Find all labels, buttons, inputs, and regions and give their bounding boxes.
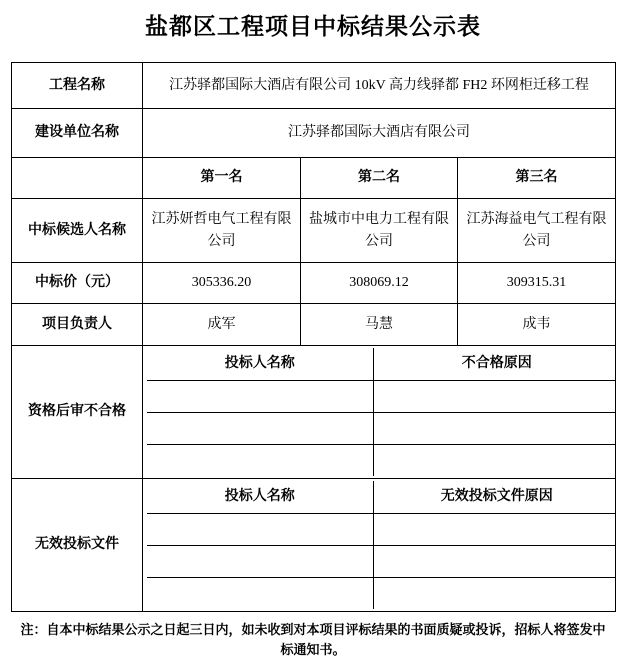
invalid-subtable	[147, 481, 616, 609]
invalid-reason-header: 无效投标文件原因	[373, 481, 616, 513]
invalid-subtable-header-row	[147, 481, 616, 513]
price-row	[12, 263, 616, 304]
invalid-reason-cell	[373, 513, 616, 545]
invalid-bidder-name-header: 投标人名称	[147, 481, 373, 513]
candidate-2: 盐城市中电力工程有限公司	[301, 199, 458, 263]
owner-value: 江苏驿都国际大酒店有限公司	[143, 109, 616, 158]
invalid-empty-row	[147, 577, 616, 609]
unqualified-bidder-name-header: 投标人名称	[147, 348, 373, 380]
unqualified-subtable-cell	[143, 346, 616, 479]
footnote-text: 注：自本中标结果公示之日起三日内，如未收到对本项目评标结果的书面质疑或投诉，招标人将签发中标通知书。	[20, 622, 606, 657]
rank-header-third: 第三名	[458, 158, 616, 199]
invalid-section-row	[12, 479, 616, 612]
unqualified-subtable	[147, 348, 616, 476]
unqualified-bidder-cell	[147, 380, 373, 412]
invalid-reason-cell	[373, 545, 616, 577]
unqualified-empty-row	[147, 380, 616, 412]
unqualified-bidder-cell	[147, 444, 373, 476]
rank-header-second: 第二名	[301, 158, 458, 199]
invalid-section-label: 无效投标文件	[12, 479, 143, 612]
manager-1: 成军	[143, 304, 301, 346]
price-label: 中标价（元）	[12, 263, 143, 304]
candidates-row	[12, 199, 616, 263]
page-title: 盐都区工程项目中标结果公示表	[145, 14, 481, 39]
rank-header-empty-cell	[12, 158, 143, 199]
unqualified-section-row	[12, 346, 616, 479]
candidate-1: 江苏妍哲电气工程有限公司	[143, 199, 301, 263]
unqualified-section-label: 资格后审不合格	[12, 346, 143, 479]
project-name-row	[12, 63, 616, 109]
invalid-bidder-cell	[147, 545, 373, 577]
invalid-reason-cell	[373, 577, 616, 609]
price-3: 309315.31	[458, 263, 616, 304]
owner-row	[12, 109, 616, 158]
candidates-label: 中标候选人名称	[12, 199, 143, 263]
manager-row	[12, 304, 616, 346]
invalid-empty-row	[147, 545, 616, 577]
rank-header-row	[12, 158, 616, 199]
invalid-subtable-cell	[143, 479, 616, 612]
unqualified-reason-cell	[373, 380, 616, 412]
unqualified-reason-header: 不合格原因	[373, 348, 616, 380]
invalid-bidder-cell	[147, 577, 373, 609]
owner-label: 建设单位名称	[12, 109, 143, 158]
invalid-bidder-cell	[147, 513, 373, 545]
manager-2: 马慧	[301, 304, 458, 346]
project-name-value: 江苏驿都国际大酒店有限公司 10kV 高力线驿都 FH2 环网柜迁移工程	[143, 63, 616, 109]
project-name-label: 工程名称	[12, 63, 143, 109]
unqualified-reason-cell	[373, 412, 616, 444]
unqualified-empty-row	[147, 444, 616, 476]
unqualified-reason-cell	[373, 444, 616, 476]
price-2: 308069.12	[301, 263, 458, 304]
invalid-empty-row	[147, 513, 616, 545]
results-table	[11, 62, 616, 612]
unqualified-empty-row	[147, 412, 616, 444]
unqualified-subtable-header-row	[147, 348, 616, 380]
rank-header-first: 第一名	[143, 158, 301, 199]
price-1: 305336.20	[143, 263, 301, 304]
manager-3: 成韦	[458, 304, 616, 346]
manager-label: 项目负责人	[12, 304, 143, 346]
candidate-3: 江苏海益电气工程有限公司	[458, 199, 616, 263]
unqualified-bidder-cell	[147, 412, 373, 444]
